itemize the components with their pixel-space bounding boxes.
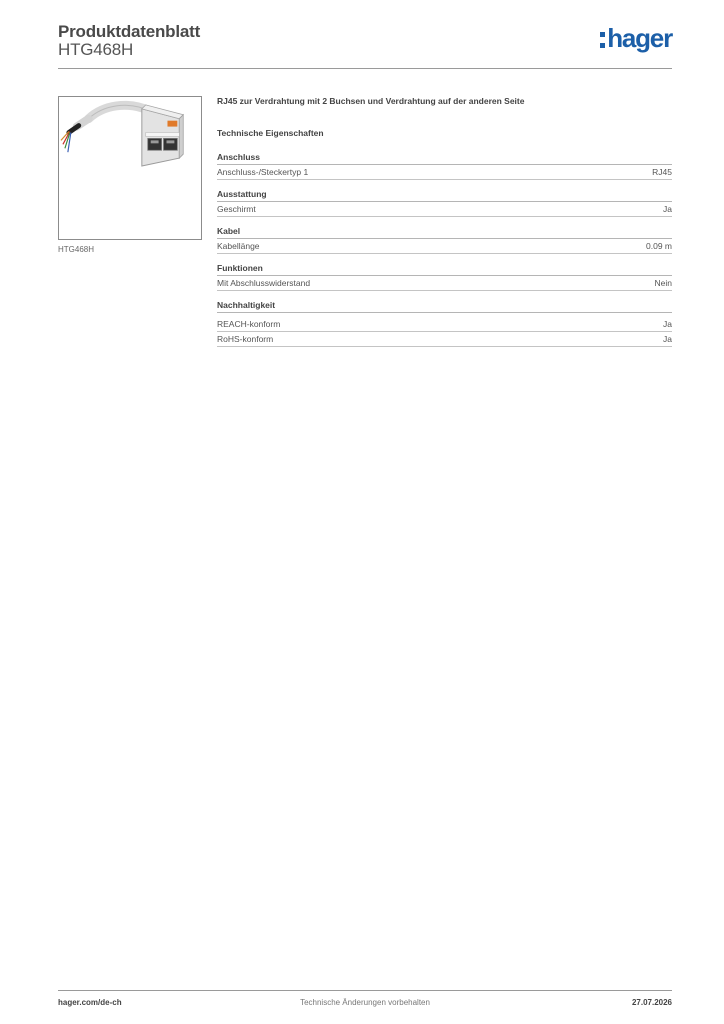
group-title: Kabel bbox=[217, 226, 672, 239]
property-row bbox=[217, 317, 672, 332]
page-footer bbox=[58, 998, 672, 1010]
section-title: Technische Eigenschaften bbox=[217, 128, 324, 138]
page-header bbox=[58, 20, 672, 68]
product-image bbox=[58, 96, 202, 240]
property-row bbox=[217, 165, 672, 180]
property-label: Anschluss-/Steckertyp 1 bbox=[217, 167, 309, 177]
group-title: Ausstattung bbox=[217, 189, 672, 202]
property-value: RJ45 bbox=[652, 167, 672, 177]
property-label: REACH-konform bbox=[217, 319, 281, 329]
group-funktionen bbox=[217, 263, 672, 291]
property-label: RoHS-konform bbox=[217, 334, 274, 344]
property-row bbox=[217, 276, 672, 291]
footer-disclaimer: Technische Änderungen vorbehalten bbox=[300, 998, 430, 1007]
property-label: Kabellänge bbox=[217, 241, 260, 251]
rj45-adapter-photo-icon bbox=[59, 97, 201, 239]
property-value: Nein bbox=[654, 278, 672, 288]
property-value: Ja bbox=[663, 204, 672, 214]
logo-dots-icon bbox=[600, 32, 605, 48]
property-row bbox=[217, 239, 672, 254]
product-code: HTG468H bbox=[58, 40, 134, 59]
property-label: Geschirmt bbox=[217, 204, 256, 214]
footer-date: 27.07.2026 bbox=[631, 998, 672, 1007]
product-details bbox=[217, 96, 672, 356]
property-label: Mit Abschlusswiderstand bbox=[217, 278, 311, 288]
property-row bbox=[217, 202, 672, 217]
product-description: RJ45 zur Verdrahtung mit 2 Buchsen und Verdrahtung auf der anderen Seite bbox=[217, 96, 525, 106]
group-kabel bbox=[217, 226, 672, 254]
property-value: 0.09 m bbox=[646, 241, 672, 251]
document-title: Produktdatenblatt bbox=[58, 22, 201, 41]
logo-text: hager bbox=[607, 23, 672, 53]
footer-website-link[interactable]: hager.com/de-ch bbox=[58, 998, 122, 1007]
group-title: Nachhaltigkeit bbox=[217, 300, 672, 313]
group-anschluss bbox=[217, 152, 672, 180]
image-caption: HTG468H bbox=[58, 245, 95, 254]
group-title: Funktionen bbox=[217, 263, 672, 276]
hager-logo[interactable] bbox=[600, 24, 672, 52]
property-value: Ja bbox=[663, 319, 672, 329]
property-row bbox=[217, 332, 672, 347]
footer-divider bbox=[58, 990, 672, 991]
property-value: Ja bbox=[663, 334, 672, 344]
group-nachhaltigkeit bbox=[217, 300, 672, 347]
group-ausstattung bbox=[217, 189, 672, 217]
group-title: Anschluss bbox=[217, 152, 672, 165]
header-divider bbox=[58, 68, 672, 69]
